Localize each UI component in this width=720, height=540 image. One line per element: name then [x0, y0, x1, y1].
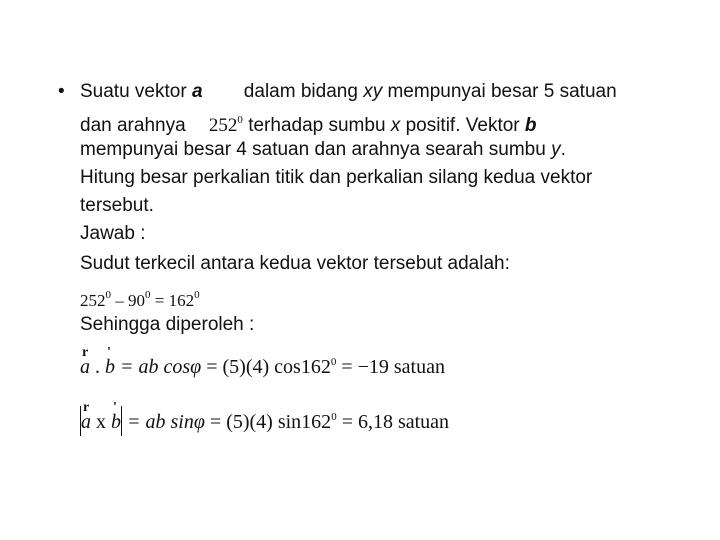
- problem-line-3: mempunyai besar 4 satuan dan arahnya searah sumbu y.: [80, 139, 566, 160]
- angle-252: $252^0$: [208, 114, 243, 136]
- problem-line-4: Hitung besar perkalian titik dan perkalian silang kedua vektor: [80, 167, 593, 188]
- angle-equation: $252^0 - 90^0 = 162^0$: [80, 289, 200, 310]
- vector-b: ' b: [105, 345, 115, 378]
- answer-label: Jawab :: [80, 223, 146, 244]
- result-sentence: Sehingga diperoleh :: [80, 314, 255, 335]
- dot-product-equation: r a . ' b = ab cosφ = (5)(4) $\cos 162^0 = -19$ satuan: [80, 345, 445, 378]
- problem-line-5: tersebut.: [80, 195, 154, 216]
- bullet-marker: •: [58, 81, 65, 102]
- vector-b: ' b: [111, 400, 121, 433]
- angle-sentence: Sudut terkecil antara kedua vektor tersebut adalah:: [80, 253, 510, 274]
- vector-a: r a: [80, 345, 90, 378]
- cross-product-equation: r a x ' b = ab sinφ = (5)(4) $\sin 162^0 = 6,18$ satuan: [80, 405, 449, 436]
- problem-line-2: dan arahnya $252^0$ terhadap sumbu x positif. Vektor b: [80, 114, 537, 136]
- vector-a: r a: [81, 400, 91, 433]
- problem-line-1: Suatu vektor a dalam bidang xy mempunyai besar 5 satuan: [80, 81, 617, 102]
